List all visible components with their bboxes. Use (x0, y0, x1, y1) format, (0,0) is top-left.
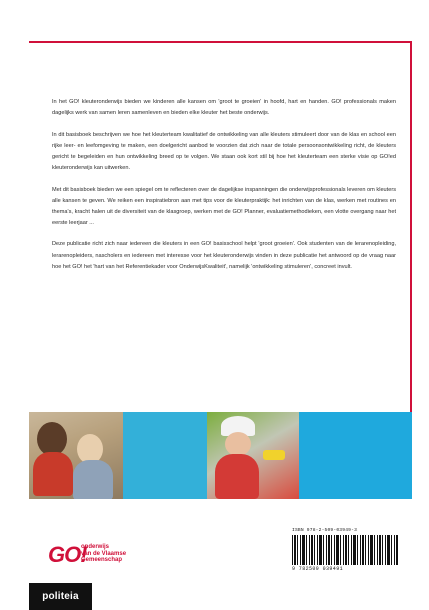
blue-color-panel (299, 412, 412, 499)
go-logo-text (81, 544, 126, 564)
barcode-bars (292, 535, 399, 565)
paragraph-2: In dit basisboek beschrijven we hoe het kleuterteam kwalitatief de ontwikkeling van alle kleuters stimuleert door van de klas en school een rijke leer- en leefomgeving te maken, een doelgericht aanbod te voorzien dat zich naar de totale persoonsontwikkeling richt, de kleuters gericht te begeleiden en hun ontwikkeling breed op te volgen. We staan ook kort stil bij hoe het kleuterteam een sterke visie op GO!ed kleuteronderwijs kan uitwerken. (52, 131, 396, 171)
barcode (292, 528, 399, 574)
go-logo-mark: GO! (48, 542, 87, 567)
barcode-digits: 9 782509 039491 (292, 566, 344, 572)
publisher-logo (29, 583, 92, 610)
children-playing-photo (29, 412, 123, 499)
photo-strip (29, 412, 412, 499)
isbn-label: ISBN 978-2-509-03949-3 (292, 528, 358, 533)
publisher-name: politeia (42, 591, 79, 602)
paragraph-1: In het GO! kleuteronderwijs bieden we kinderen alle kansen om 'groot te groeien' in hoofd, hart en handen. GO! professionals maken dagelijks werk van samen leren samenleven en bieden elke kleuter het beste onderwijs. (52, 99, 396, 117)
paragraph-4: Deze publicatie richt zich naar iedereen die kleuters in een GO! basisschool helpt 'groot groeien'. Ook studenten van de lerarenopleiding, lerarenopleiders, nascholers en iedereen met interesse voor het kleuteronderwijs vinden in deze publicatie het antwoord op de vraag naar hoe het GO! het 'hart van het Referentiekader voor OnderwijsKwaliteit', namelijk 'ontwikkeling stimuleren', concreet invult. (52, 241, 396, 270)
cyan-color-panel (123, 412, 207, 499)
go-logo (48, 540, 148, 580)
go-logo-line-3: Gemeenschap (81, 557, 123, 564)
back-cover-text (52, 97, 396, 283)
go-logo-line-1: onderwijs (81, 544, 110, 550)
go-logo-line-2: van de Vlaamse (81, 550, 127, 557)
paragraph-3: Met dit basisboek bieden we een spiegel om te reflecteren over de dagelijkse inspanningen die onderwijsprofessionals leveren om kleuters alle kansen te geven. We reiken een inspiratiebron aan met tips voor de kleuterpraktijk: het inrichten van de klas, werken met routines en thema's, kracht halen uit de diversiteit van de klasgroep, werken met de GO! Planner, evaluatiemethodieken, een vlotte overgang naar het eerste leerjaar ... (52, 186, 396, 226)
child-with-helmet-photo (207, 412, 299, 499)
